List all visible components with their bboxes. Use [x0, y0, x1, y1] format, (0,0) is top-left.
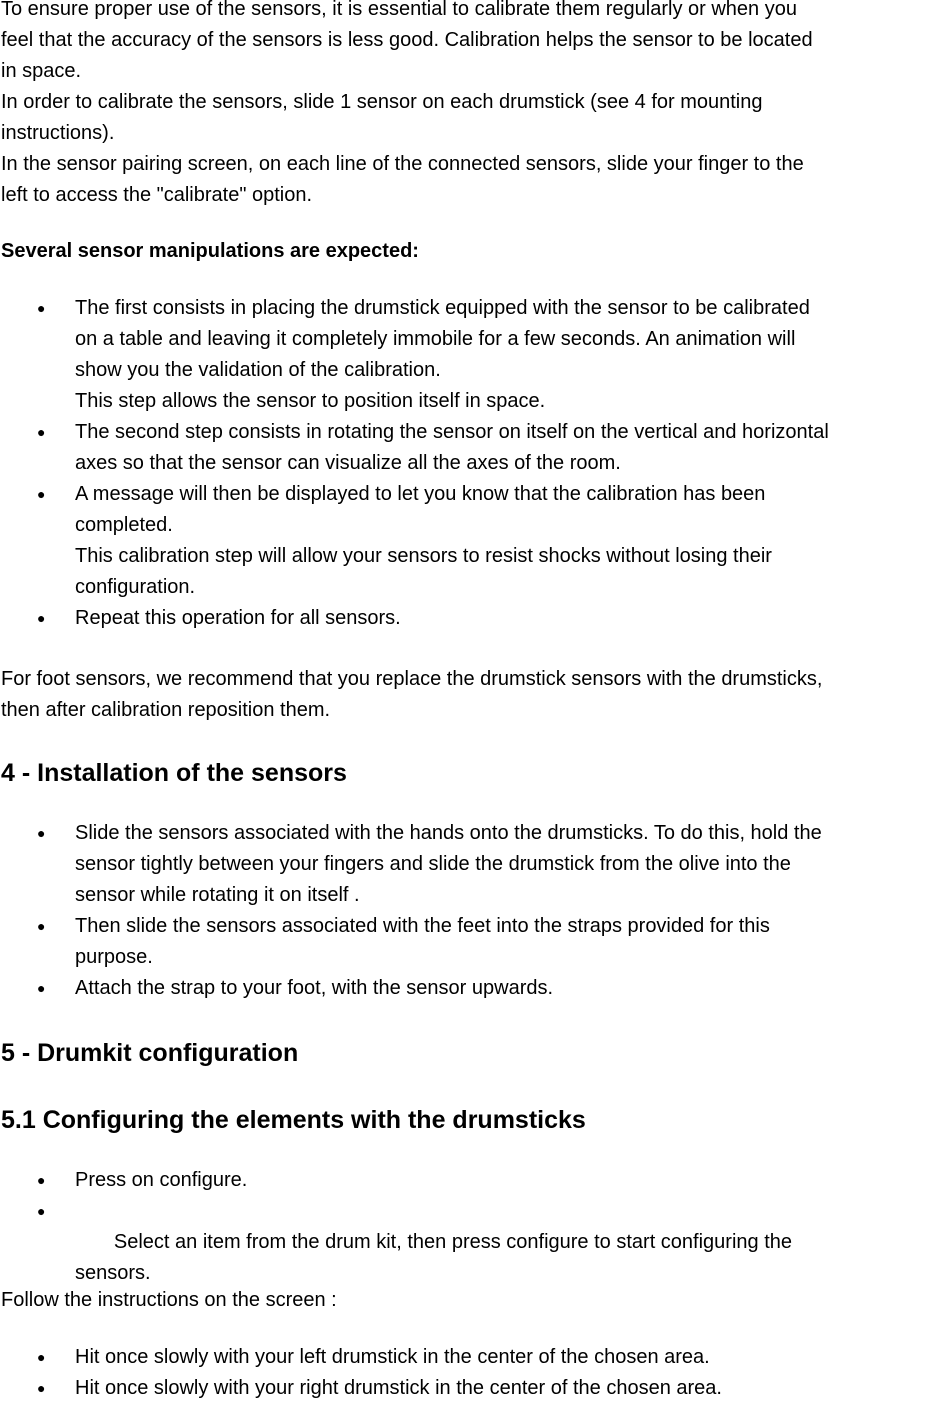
list-item-line: Repeat this operation for all sensors.: [75, 607, 401, 629]
list-item-line: completed.: [75, 514, 173, 536]
intro-line: left to access the "calibrate" option.: [1, 184, 313, 206]
list-item: [0, 818, 822, 911]
intro-line: in space.: [1, 60, 82, 82]
list-item-line: Hit once slowly with your left drumstick in the center of the chosen area.: [75, 1346, 710, 1368]
intro-line: feel that the accuracy of the sensors is less good. Calibration helps the sensor to be located: [1, 29, 813, 51]
section-heading-installation: 4 - Installation of the sensors: [1, 759, 347, 787]
list-item-line: purpose.: [75, 946, 153, 968]
list-item-line: This calibration step will allow your sensors to resist shocks without losing their: [75, 545, 772, 567]
list-item: [0, 911, 822, 973]
bullet-icon: ●: [37, 300, 46, 316]
list-item-line: The second step consists in rotating the sensor on itself on the vertical and horizontal: [75, 421, 829, 443]
list-item: [0, 479, 829, 603]
paragraph-line: then after calibration reposition them.: [1, 699, 331, 721]
bullet-icon: ●: [37, 825, 46, 841]
paragraph-line: For foot sensors, we recommend that you replace the drumstick sensors with the drumsticks,: [1, 668, 823, 690]
bullet-icon: ●: [37, 1172, 46, 1188]
list-item-line: Select an item from the drum kit, then press configure to start configuring the: [108, 1231, 793, 1253]
foot-sensor-paragraph: [1, 664, 822, 726]
list-item-line: sensor while rotating it on itself .: [75, 884, 360, 906]
bullet-icon: ●: [37, 424, 46, 440]
list-item-line: Press on configure.: [75, 1169, 248, 1191]
bullet-icon: ●: [37, 486, 46, 502]
list-item-line: A message will then be displayed to let you know that the calibration has been: [75, 483, 766, 505]
hit-steps-list: [0, 1342, 722, 1404]
follow-instructions-text: Follow the instructions on the screen :: [1, 1289, 337, 1311]
calibration-steps-list: [0, 293, 829, 634]
list-item-line: Hit once slowly with your right drumstick in the center of the chosen area.: [75, 1377, 722, 1399]
list-item: [0, 417, 829, 479]
list-item-line: axes so that the sensor can visualize all the axes of the room.: [75, 452, 621, 474]
list-item-line: sensors.: [75, 1262, 151, 1284]
list-item: [0, 973, 822, 1004]
bullet-icon: ●: [37, 1349, 46, 1365]
list-item: [0, 1373, 722, 1404]
list-item-line: on a table and leaving it completely immobile for a few seconds. An animation will: [75, 328, 796, 350]
intro-line: instructions).: [1, 122, 115, 144]
list-item-line: This step allows the sensor to position itself in space.: [75, 390, 546, 412]
list-item-line: Then slide the sensors associated with the feet into the straps provided for this: [75, 915, 770, 937]
list-item-line: configuration.: [75, 576, 196, 598]
intro-line: To ensure proper use of the sensors, it is essential to calibrate them regularly or when you: [1, 0, 797, 20]
list-item-line: Slide the sensors associated with the hands onto the drumsticks. To do this, hold the: [75, 822, 822, 844]
list-item: [0, 1342, 722, 1373]
bullet-icon: ●: [37, 610, 46, 626]
bullet-icon: ●: [37, 918, 46, 934]
bullet-icon: ●: [37, 1203, 46, 1219]
manipulations-heading: Several sensor manipulations are expected:: [1, 240, 419, 262]
section-heading-drumkit-configuration: 5 - Drumkit configuration: [1, 1039, 299, 1067]
installation-steps-list: [0, 818, 822, 1004]
list-item-line: The first consists in placing the drumstick equipped with the sensor to be calibrated: [75, 297, 810, 319]
list-item: [0, 1165, 792, 1196]
subsection-heading-configuring-elements: 5.1 Configuring the elements with the drumsticks: [1, 1106, 586, 1134]
intro-line: In order to calibrate the sensors, slide 1 sensor on each drumstick (see 4 for mounting: [1, 91, 763, 113]
intro-line: In the sensor pairing screen, on each line of the connected sensors, slide your finger to the: [1, 153, 804, 175]
bullet-icon: ●: [37, 1380, 46, 1396]
intro-paragraph: [1, 0, 813, 211]
bullet-icon: ●: [37, 980, 46, 996]
list-item: [0, 293, 829, 417]
list-item-line: Attach the strap to your foot, with the sensor upwards.: [75, 977, 554, 999]
list-item-line: show you the validation of the calibration.: [75, 359, 441, 381]
list-item-line: sensor tightly between your fingers and slide the drumstick from the olive into the: [75, 853, 791, 875]
list-item: [0, 603, 829, 634]
